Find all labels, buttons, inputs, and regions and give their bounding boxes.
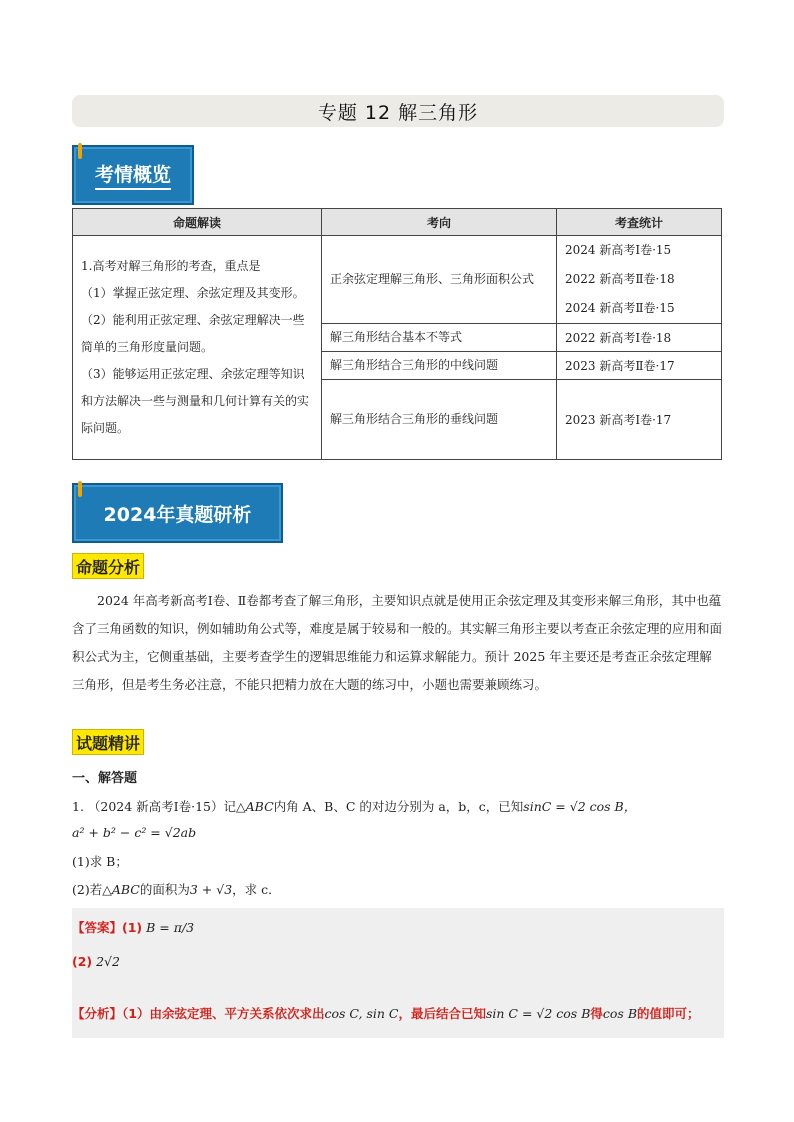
interpretation-line: 1.高考对解三角形的考查，重点是 (81, 259, 261, 273)
analysis-line (72, 1004, 700, 1022)
topic-cell: 解三角形结合三角形的垂线问题 (322, 380, 557, 460)
answer-1-tag: (1) (122, 920, 143, 935)
table-header: 考查统计 (557, 209, 722, 236)
part-2-prefix: (2)若 (72, 882, 103, 897)
analysis-text-g: 的值即可； (637, 1006, 700, 1021)
triangle-symbol: △ABC (236, 799, 274, 814)
stats-cell: 2023 新高考Ⅱ卷·17 (557, 352, 722, 380)
tag-tick (78, 481, 82, 497)
overview-table (72, 208, 722, 460)
answer-1: B = π/3 (146, 920, 195, 935)
analysis-text-a: （1）由余弦定理、平方关系依次求出 (122, 1006, 325, 1021)
stats-cell: 2022 新高考Ⅰ卷·18 (557, 324, 722, 352)
table-header: 考向 (322, 209, 557, 236)
topic-cell: 解三角形结合三角形的中线问题 (322, 352, 557, 380)
stat-item: 2024 新高考Ⅰ卷·15 (565, 243, 672, 257)
condition-1: sinC = √2 cos B， (523, 799, 637, 814)
analysis-text-c: ，最后结合已知 (398, 1006, 486, 1021)
analysis-math-f: cos B (602, 1006, 638, 1021)
question-prefix: 1. （2024 新高考Ⅰ卷·15）记 (72, 799, 237, 814)
stats-cell: 2023 新高考Ⅰ卷·17 (557, 380, 722, 460)
part-2-mid: 的面积为 (139, 882, 190, 897)
table-header: 命题解读 (73, 209, 322, 236)
badge-analysis: 命题分析 (72, 553, 144, 579)
triangle-symbol: △ABC (102, 882, 140, 897)
question-mid: 内角 A、B、C 的对边分别为 a，b，c，已知 (273, 799, 524, 814)
interpretation-line: （1）掌握正弦定理、余弦定理及其变形。 (81, 286, 305, 300)
analysis-label: 【分析】 (72, 1006, 123, 1021)
section-tag-label: 考情概览 (95, 160, 171, 190)
interpretation-line: （2）能利用正弦定理、余弦定理解决一些简单的三角形度量问题。 (81, 313, 305, 354)
area-value: 3 + √3 (189, 882, 233, 897)
part-2 (72, 880, 281, 898)
tag-tick (78, 143, 82, 159)
badge-practice: 试题精讲 (72, 729, 144, 755)
analysis-math-d: sin C = √2 cos B (485, 1006, 591, 1021)
section-tag-overview (72, 145, 194, 205)
answer-label: 【答案】 (72, 920, 123, 935)
part-1: (1)求 B； (72, 854, 128, 869)
analysis-math-b: cos C, sin C (324, 1006, 399, 1021)
question-line (72, 797, 636, 815)
table-header-row (73, 209, 722, 236)
stat-item: 2022 新高考Ⅱ卷·18 (565, 272, 675, 286)
section-tag-label: 2024年真题研析 (103, 503, 252, 526)
condition-2: a² + b² − c² = √2ab (72, 825, 197, 840)
table-row (73, 236, 722, 324)
section-tag-2024 (72, 483, 283, 543)
analysis-paragraph: 2024 年高考新高考Ⅰ卷、Ⅱ卷都考查了解三角形，主要知识点就是使用正余弦定理及其变形来解三角形，其中也蕴含了三角函数的知识，例如辅助角公式等，难度是属于较易和一般的。其实解三角形主要以考查正余弦定理的应用和面积公式为主，它侧重基础，主要考查学生的逻辑思维能力和运算求解能力。预计 2025 年主要还是考查正余弦定理解三角形，但是考生务必注意，不能只把精力放在大题的练习中，小题也需要兼顾练习。 (72, 593, 723, 692)
interpretation-line: （3）能够运用正弦定理、余弦定理等知识和方法解决一些与测量和几何计算有关的实际问题。 (81, 367, 310, 435)
part-2-suffix: ，求 c． (232, 882, 281, 897)
analysis-text-e: 得 (590, 1006, 603, 1021)
interpretation-cell (73, 236, 322, 460)
page-title: 专题 12 解三角形 (72, 95, 724, 127)
topic-cell: 正余弦定理解三角形、三角形面积公式 (322, 236, 557, 324)
section-heading: 一、解答题 (72, 771, 138, 786)
answer-line-1 (72, 918, 194, 936)
topic-cell: 解三角形结合基本不等式 (322, 324, 557, 352)
answer-2: 2√2 (96, 954, 120, 969)
answer-line-2 (72, 954, 120, 969)
answer-2-tag: (2) (72, 954, 93, 969)
stat-item: 2024 新高考Ⅱ卷·15 (565, 301, 675, 315)
stats-cell (557, 236, 722, 324)
